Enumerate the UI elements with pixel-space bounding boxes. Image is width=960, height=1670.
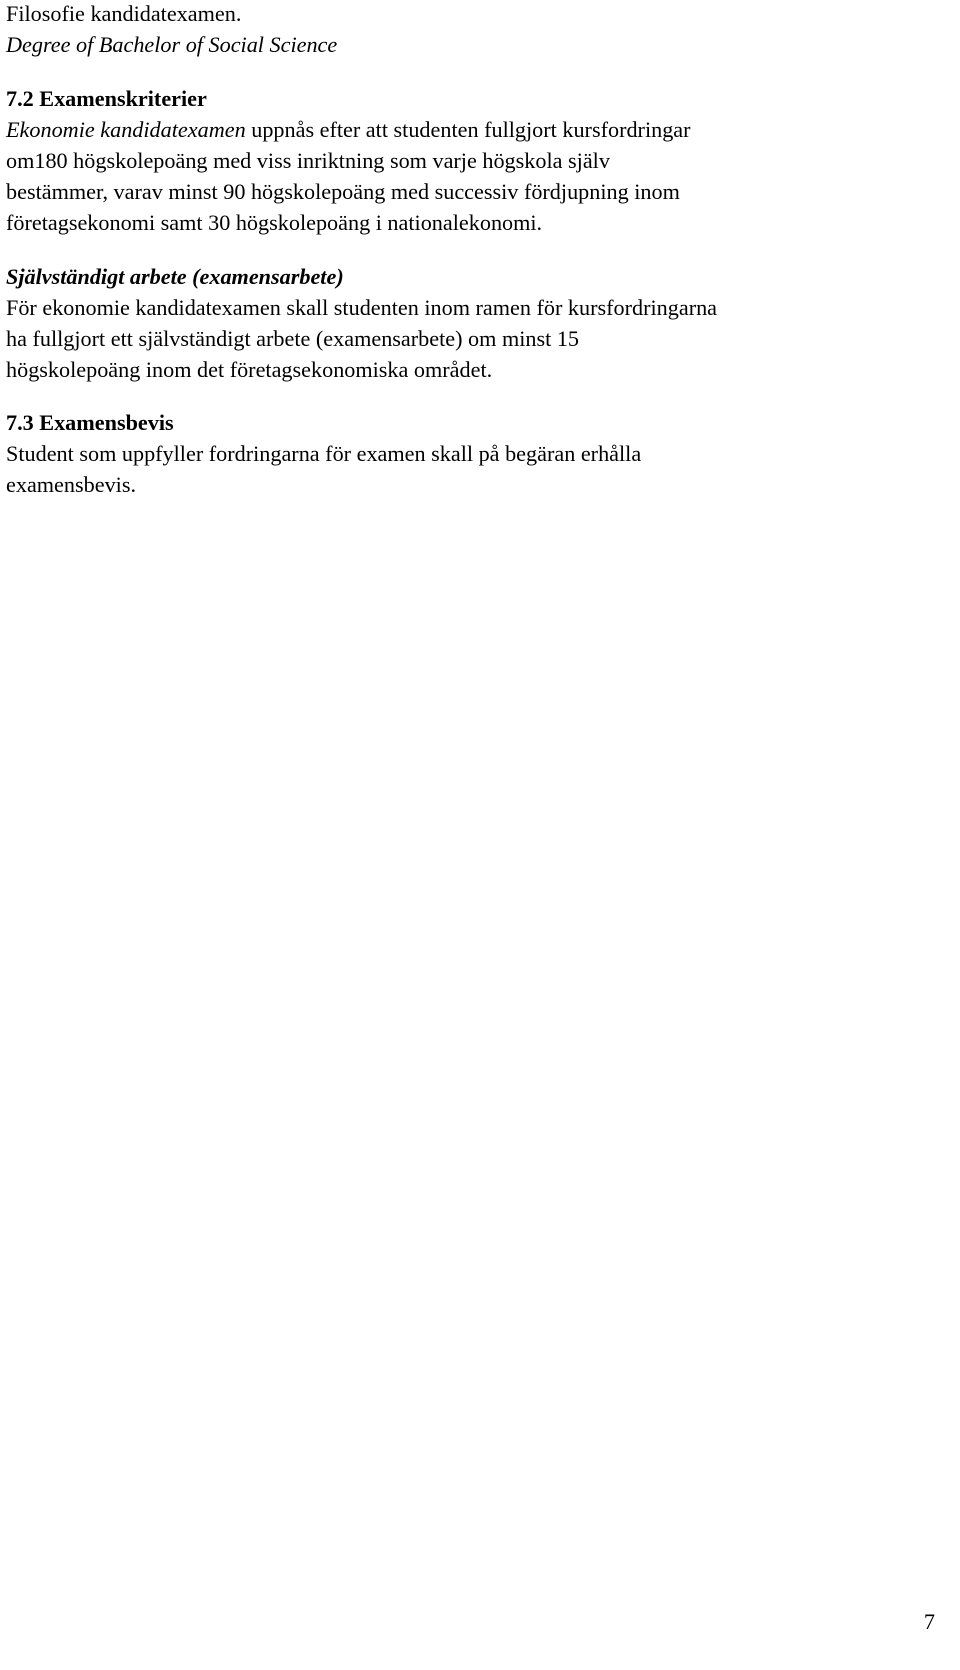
paragraph-line: bestämmer, varav minst 90 högskolepoäng med successiv fördjupning inom xyxy=(6,179,680,204)
paragraph-text: uppnås efter att studenten fullgjort kursfordringar xyxy=(245,117,691,142)
paragraph-line: företagsekonomi samt 30 högskolepoäng i nationalekonomi. xyxy=(6,210,543,235)
paragraph-line: ha fullgjort ett självständigt arbete (examensarbete) om minst 15 xyxy=(6,326,580,351)
subheading-independent-work: Självständigt arbete (examensarbete) xyxy=(6,264,344,289)
paragraph-line: Student som uppfyller fordringarna för examen skall på begäran erhålla xyxy=(6,441,642,466)
paragraph-line: högskolepoäng inom det företagsekonomiska området. xyxy=(6,357,493,382)
spacer xyxy=(6,238,946,261)
paragraph-line: om180 högskolepoäng med viss inriktning som varje högskola själv xyxy=(6,148,610,173)
section-heading-7-3: 7.3 Examensbevis xyxy=(6,410,174,435)
document-page xyxy=(6,0,946,500)
paragraph-line xyxy=(6,114,946,145)
paragraph-line: examensbevis. xyxy=(6,472,137,497)
section-heading-7-2: 7.2 Examenskriterier xyxy=(6,86,207,111)
spacer xyxy=(6,60,946,83)
page-number: 7 xyxy=(923,1609,935,1634)
degree-title-english: Degree of Bachelor of Social Science xyxy=(6,32,338,57)
paragraph-line: För ekonomie kandidatexamen skall studenten inom ramen för kursfordringarna xyxy=(6,295,718,320)
degree-name-italic: Ekonomie kandidatexamen xyxy=(6,117,246,142)
spacer xyxy=(6,385,946,407)
degree-title-swedish: Filosofie kandidatexamen. xyxy=(6,1,242,26)
